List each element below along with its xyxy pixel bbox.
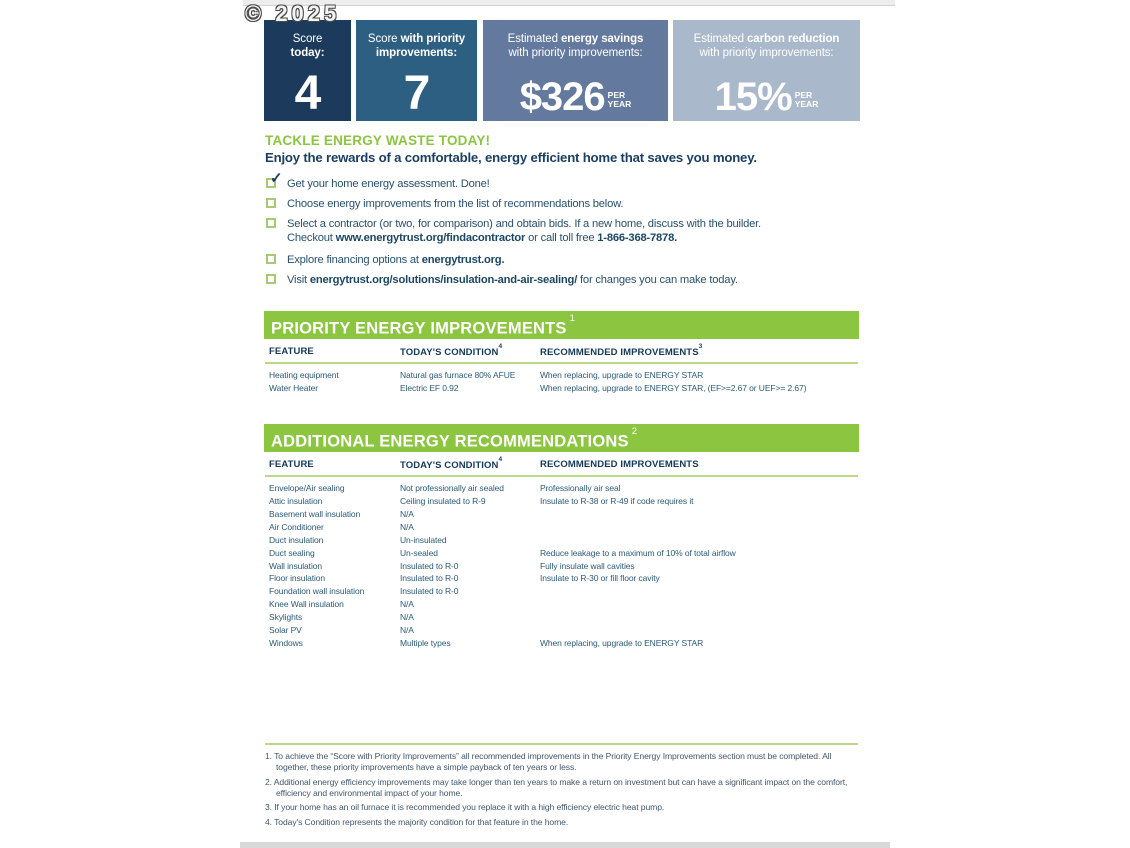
cell-condition: Insulated to R-0 xyxy=(400,573,459,584)
scorebox-value-row xyxy=(673,60,860,121)
unchecked-checkbox xyxy=(266,274,276,284)
bold-text-run: improvements: xyxy=(375,46,458,59)
energy-report-document xyxy=(240,0,895,848)
banner-footnote-ref: 1 xyxy=(569,313,576,324)
scorebox-label xyxy=(483,33,668,60)
table-row xyxy=(265,599,858,612)
banner-title: ADDITIONAL ENERGY RECOMMENDATIONS xyxy=(271,432,629,451)
cell-condition: Electric EF 0.92 xyxy=(400,383,459,394)
cell-feature: Duct sealing xyxy=(269,547,315,558)
text-run: or call toll free xyxy=(525,232,598,244)
cell-improvement xyxy=(540,522,858,535)
cell-condition: N/A xyxy=(400,624,414,635)
cell-condition: Multiple types xyxy=(400,637,451,648)
cell-feature: Solar PV xyxy=(269,624,302,635)
priority-improvements-table xyxy=(265,343,858,396)
checklist-item xyxy=(265,170,875,191)
cell-condition: Un-sealed xyxy=(400,547,438,558)
cell-improvement xyxy=(540,535,858,548)
cell-improvement: Fully insulate wall cavities xyxy=(540,560,635,571)
cell-feature: Wall insulation xyxy=(269,560,322,571)
table-row xyxy=(265,370,858,383)
text-run: Score xyxy=(367,33,401,45)
table-row xyxy=(265,586,858,599)
scorebox-label xyxy=(673,33,860,60)
cell-feature: Air Conditioner xyxy=(269,521,324,532)
scorebox-score-today xyxy=(264,20,351,121)
cell-improvement xyxy=(540,586,858,599)
unchecked-checkbox xyxy=(266,254,276,264)
cell-feature: Knee Wall insulation xyxy=(269,599,344,610)
header-footnote-ref: 4 xyxy=(498,456,503,463)
banner-title: PRIORITY ENERGY IMPROVEMENTS xyxy=(271,319,567,338)
checklist-item xyxy=(265,253,875,267)
column-header-improvement: RECOMMENDED IMPROVEMENTS xyxy=(540,459,699,470)
table-row xyxy=(265,638,858,651)
document-bottom-edge xyxy=(240,842,890,848)
scorebox-value-row xyxy=(264,60,351,121)
text-run: with priority improvements: xyxy=(508,46,643,59)
scorebox-value-row xyxy=(356,60,477,121)
text-run: Visit xyxy=(287,274,310,286)
cell-feature: Attic insulation xyxy=(269,496,323,507)
cell-feature: Floor insulation xyxy=(269,573,326,584)
banner-footnote-ref: 2 xyxy=(631,426,638,437)
bold-text-run: today: xyxy=(290,46,325,59)
cell-improvement: Professionally air seal xyxy=(540,483,621,494)
table-row xyxy=(265,509,858,522)
column-header-feature: FEATURE xyxy=(269,346,314,357)
priority-improvements-banner xyxy=(264,311,859,339)
checklist-item-text xyxy=(287,253,875,267)
cell-feature: Foundation wall insulation xyxy=(269,586,365,597)
column-header-condition: TODAY'S CONDITION$^4$ xyxy=(400,456,503,472)
table-row xyxy=(265,573,858,586)
checklist-item xyxy=(265,217,875,245)
table-header-row xyxy=(265,343,858,364)
cell-improvement: Reduce leakage to a maximum of 10% of total airflow xyxy=(540,547,736,558)
cell-condition: Un-insulated xyxy=(400,534,447,545)
unchecked-checkbox xyxy=(266,218,276,228)
footnote: 1. To achieve the “Score with Priority Improvements” all recommended improvements in the Priority Energy Improvements section must be completed. All together, these priority improvements have a simple payback of ten years or less. xyxy=(265,751,832,772)
checklist-item-text xyxy=(287,177,875,191)
cell-condition: N/A xyxy=(400,508,414,519)
text-run: Estimated xyxy=(507,33,561,45)
scorebox-label xyxy=(356,33,477,60)
footnotes-divider xyxy=(265,743,858,745)
footnote: 4. Today's Condition represents the majority condition for that feature in the home. xyxy=(265,816,569,827)
cell-improvement xyxy=(540,612,858,625)
table-body xyxy=(265,483,858,651)
tackle-energy-heading: TACKLE ENERGY WASTE TODAY! xyxy=(265,133,491,148)
table-body xyxy=(265,370,858,396)
cell-feature: Envelope/Air sealing xyxy=(269,483,345,494)
cell-feature: Heating equipment xyxy=(269,370,339,381)
column-header-condition: TODAY'S CONDITION$^4$ xyxy=(400,343,503,359)
table-row xyxy=(265,561,858,574)
scorebox-value: 7 xyxy=(403,67,430,120)
checked-checkbox xyxy=(266,170,283,188)
document-top-edge xyxy=(243,0,895,6)
cell-improvement xyxy=(540,625,858,638)
table-row xyxy=(265,612,858,625)
per-year-label: PER YEAR xyxy=(794,90,819,109)
checklist-item-text xyxy=(287,273,875,287)
table-row xyxy=(265,483,858,496)
column-header-improvement: RECOMMENDED IMPROVEMENTS$^3$ xyxy=(540,343,703,359)
text-run: for changes you can make today. xyxy=(577,274,738,286)
text-run: Choose energy improvements from the list of recommendations below. xyxy=(287,198,624,210)
text-run: Explore financing options at xyxy=(287,254,422,266)
checklist-item-text xyxy=(287,197,875,211)
checklist-item xyxy=(265,197,875,211)
checklist-item-text xyxy=(287,217,875,245)
cell-condition: Ceiling insulated to R-9 xyxy=(400,496,486,507)
cell-feature: Skylights xyxy=(269,612,303,623)
header-footnote-ref: 4 xyxy=(498,343,503,350)
bold-text-run: energy savings xyxy=(560,33,644,45)
cell-feature: Duct insulation xyxy=(269,534,324,545)
intro-subheading: Enjoy the rewards of a comfortable, energy efficient home that saves you money. xyxy=(265,150,757,165)
additional-recommendations-banner xyxy=(264,424,859,452)
bold-text-run: carbon reduction xyxy=(747,33,840,45)
header-footnote-ref: 3 xyxy=(698,343,703,350)
checkmark-icon: ✓ xyxy=(270,170,283,187)
scorebox-score-with-priority-improvements xyxy=(356,20,477,121)
checklist-item xyxy=(265,273,875,287)
scorebox-value: 4 xyxy=(294,67,321,120)
bold-text-run: with priority xyxy=(400,33,466,45)
scorebox-estimated-energy-savings xyxy=(483,20,668,121)
cell-improvement: When replacing, upgrade to ENERGY STAR, (EF>=2.67 or UEF>= 2.67) xyxy=(540,383,807,394)
table-row xyxy=(265,548,858,561)
text-run: with priority improvements: xyxy=(699,46,834,59)
additional-recommendations-table xyxy=(265,456,858,651)
text-run: Checkout xyxy=(287,232,336,244)
bold-text-run: energytrust.org/solutions/insulation-and-air-sealing/ xyxy=(309,274,578,286)
cell-improvement: When replacing, upgrade to ENERGY STAR xyxy=(540,370,704,381)
table-row xyxy=(265,522,858,535)
text-run: Get your home energy assessment. Done! xyxy=(287,178,490,190)
cell-condition: Natural gas furnace 80% AFUE xyxy=(400,370,516,381)
copyright-watermark: © 2025 xyxy=(245,1,341,26)
cell-condition: N/A xyxy=(400,612,414,623)
column-header-feature: FEATURE xyxy=(269,459,314,470)
scorebox-estimated-carbon-reduction xyxy=(673,20,860,121)
cell-condition: Insulated to R-0 xyxy=(400,586,459,597)
cell-condition: Not professionally air sealed xyxy=(400,483,504,494)
bold-text-run: www.energytrust.org/findacontractor xyxy=(335,232,526,244)
footnote: 2. Additional energy efficiency improvements may take longer than ten years to make a return on investment but can have a significant impact on the comfort, efficiency and environmental impact of your home. xyxy=(265,776,848,798)
table-row xyxy=(265,383,858,396)
bold-text-run: 1-866-368-7878. xyxy=(597,232,678,244)
cell-condition: N/A xyxy=(400,521,414,532)
cell-feature: Water Heater xyxy=(269,383,319,394)
cell-improvement: When replacing, upgrade to ENERGY STAR xyxy=(540,637,704,648)
unchecked-checkbox xyxy=(266,198,276,208)
cell-improvement xyxy=(540,599,858,612)
cell-improvement xyxy=(540,509,858,522)
cell-condition: Insulated to R-0 xyxy=(400,560,459,571)
table-row xyxy=(265,535,858,548)
scorebox-value-row xyxy=(483,60,668,121)
scorebox-value: $326 xyxy=(519,75,605,119)
table-row xyxy=(265,496,858,509)
bold-text-run: energytrust.org. xyxy=(421,254,505,266)
cell-condition: N/A xyxy=(400,599,414,610)
footnotes-list xyxy=(265,751,858,831)
cell-feature: Windows xyxy=(269,637,303,648)
footnote: 3. If your home has an oil furnace it is recommended you replace it with a high efficiency electric heat pump. xyxy=(265,802,665,812)
table-row xyxy=(265,625,858,638)
cell-improvement: Insulate to R-38 or R-49 if code requires it xyxy=(540,496,694,507)
text-run: Select a contractor (or two, for comparison) and obtain bids. If a new home, discuss with the builder. xyxy=(287,218,761,230)
per-year-label: PER YEAR xyxy=(607,90,632,109)
cell-feature: Basement wall insulation xyxy=(269,508,361,519)
scorebox-label xyxy=(264,33,351,60)
text-run: Estimated xyxy=(693,33,747,45)
scorebox-value: 15% xyxy=(714,75,792,119)
cell-improvement: Insulate to R-30 or fill floor cavity xyxy=(540,573,660,584)
table-header-row xyxy=(265,456,858,477)
text-run: Score xyxy=(292,33,323,45)
